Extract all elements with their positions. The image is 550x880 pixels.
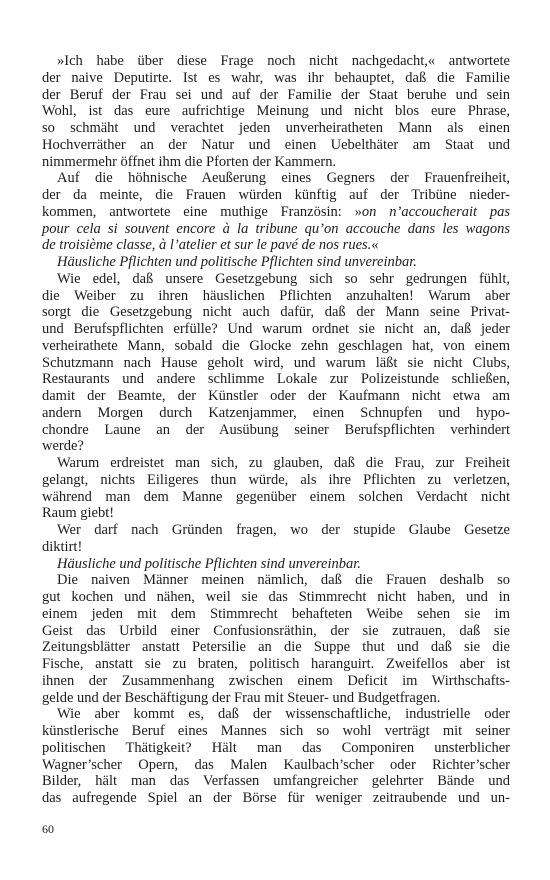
text-line: Wagner’scher Opern, das Malen Kaulbach’scher oder Richter’scher: [42, 756, 510, 773]
paragraph: [42, 572, 510, 706]
page-number: 60: [42, 822, 54, 836]
text-line: politischen Thätigkeit? Hält man das Componiren unsterblicher: [42, 739, 510, 756]
text-line: [42, 237, 510, 254]
text-line: Geist das Urbild einer Confusionsräthin, der sie zutrauen, daß sie: [42, 622, 510, 639]
text-line: damit der Beamte, der Künstler oder der Kaufmann nicht etwa am: [42, 388, 510, 404]
paragraph: [42, 706, 510, 807]
text-line: Bilder, hält man das Verfassen umfangreicher gelehrter Bände und: [42, 773, 510, 790]
paragraph: [42, 556, 510, 573]
text-line: werde?: [42, 438, 84, 455]
text-line: Zeitungsblätter anstatt Petersilie an die Suppe thut und daß sie die: [42, 639, 510, 656]
text-line: Wie edel, daß unsere Gesetzgebung sich so sehr gedrungen fühlt,: [57, 270, 510, 287]
text-line: diktirt!: [42, 538, 83, 555]
text-line: und Berufspflichten erfülle? Und warum ordnet sie nicht an, daß jeder: [42, 321, 510, 337]
text-line: [42, 204, 510, 221]
paragraph: [42, 271, 510, 455]
text-line: so schmäht und verachtet jeden unverheiratheten Mann als einen: [42, 120, 510, 136]
text-line: gut kochen und nähen, weil sie das Stimmrecht nicht haben, und in: [42, 589, 510, 605]
text-line: chondre Laune an der Ausübung seiner Berufspflichten verhindert: [42, 421, 510, 438]
text-line: Hochverräther an der Natur und einen Uebelthäter am Staat und: [42, 136, 510, 153]
text-line: Restaurants und andere schlimme Lokale zur Polizeistunde schließen,: [42, 371, 510, 388]
paragraph: [42, 53, 510, 170]
text-line: sorgt die Gesetzgebung nicht auch dafür, daß der Mann seine Privat-: [42, 304, 510, 321]
paragraph: [42, 254, 510, 271]
text-line: das aufregende Spiel an der Börse für weniger zeitraubende und un-: [42, 790, 510, 806]
book-page-text: [42, 53, 510, 807]
paragraph: [42, 522, 510, 556]
paragraph: [42, 170, 510, 254]
text-line: verheirathete Mann, sobald die Glocke zehn geschlagen hat, von einem: [42, 337, 510, 354]
text-line: Wer darf nach Gründen fragen, wo der stupide Glaube Gesetze: [57, 522, 510, 538]
italic-refrain-line: Häusliche Pflichten und politische Pflichten sind unvereinbar.: [57, 254, 417, 270]
text-line: gelde und der Beschäftigung der Frau mit Steuer- und Budgetfragen.: [42, 689, 441, 706]
french-quote-segment: on n’accoucherait pas: [361, 203, 510, 220]
text-line: Warum erdreistet man sich, zu glauben, daß die Frau, zur Freiheit: [57, 455, 510, 471]
text-line: nimmermehr öffnet ihm die Pforten der Kammern.: [42, 153, 337, 170]
text-line: die Weiber zu ihren häuslichen Pflichten anzuhalten! Warum aber: [42, 287, 510, 304]
text-line: Fische, anstatt sie zu braten, politisch haranguirt. Zweifellos aber ist: [42, 656, 510, 672]
text-segment: kommen, antwortete eine muthige Französin: »: [42, 203, 362, 220]
text-segment: «: [371, 237, 379, 254]
french-quote-line: pour cela si souvent encore à la tribune qu’on accouche dans les wagons: [42, 220, 510, 237]
text-line: Wohl, ist das eure aufrichtige Meinung und nicht blos eure Phrase,: [42, 103, 510, 120]
text-line: Auf die höhnische Aeußerung eines Gegners der Frauenfreiheit,: [57, 170, 510, 187]
text-line: der Beruf der Frau sei und auf der Familie der Staat beruhe und sein: [42, 86, 510, 103]
text-line: der naive Deputirte. Ist es wahr, was ihr behauptet, daß die Familie: [42, 69, 510, 86]
text-line: ihnen der Zusammenhang zwischen einem Deficit im Wirthschafts-: [42, 672, 510, 689]
text-line: gelangt, nichts Eiligeres thun würde, als ihre Pflichten zu verletzen,: [42, 471, 510, 488]
italic-refrain-line: Häusliche und politische Pflichten sind unvereinbar.: [57, 555, 361, 572]
text-line: einem jeden mit dem Stimmrecht behafteten Weibe sehen sie im: [42, 605, 510, 622]
french-quote-segment: de troisième classe, à l’atelier et sur le pavé de nos rues.: [42, 237, 372, 254]
text-line: künstlerische Beruf eines Mannes sich so wohl verträgt mit seiner: [42, 723, 510, 739]
text-line: der da meinte, die Frauen würden künftig auf der Tribüne nieder-: [42, 187, 510, 203]
text-line: Schutzmann nach Hause geholt wird, und warum läßt sie nicht Clubs,: [42, 354, 510, 371]
text-line: Wie aber kommt es, daß der wissenschaftliche, industrielle oder: [57, 706, 510, 723]
text-line: Die naiven Männer meinen nämlich, daß die Frauen deshalb so: [57, 572, 510, 589]
text-line: andern Morgen durch Katzenjammer, einen Schnupfen und hypo-: [42, 404, 510, 421]
text-line: »Ich habe über diese Frage noch nicht nachgedacht,« antwortete: [57, 53, 510, 69]
paragraph: [42, 455, 510, 522]
text-line: während man dem Manne gegenüber einem solchen Verdacht nicht: [42, 488, 510, 505]
text-line: Raum giebt!: [42, 505, 115, 522]
